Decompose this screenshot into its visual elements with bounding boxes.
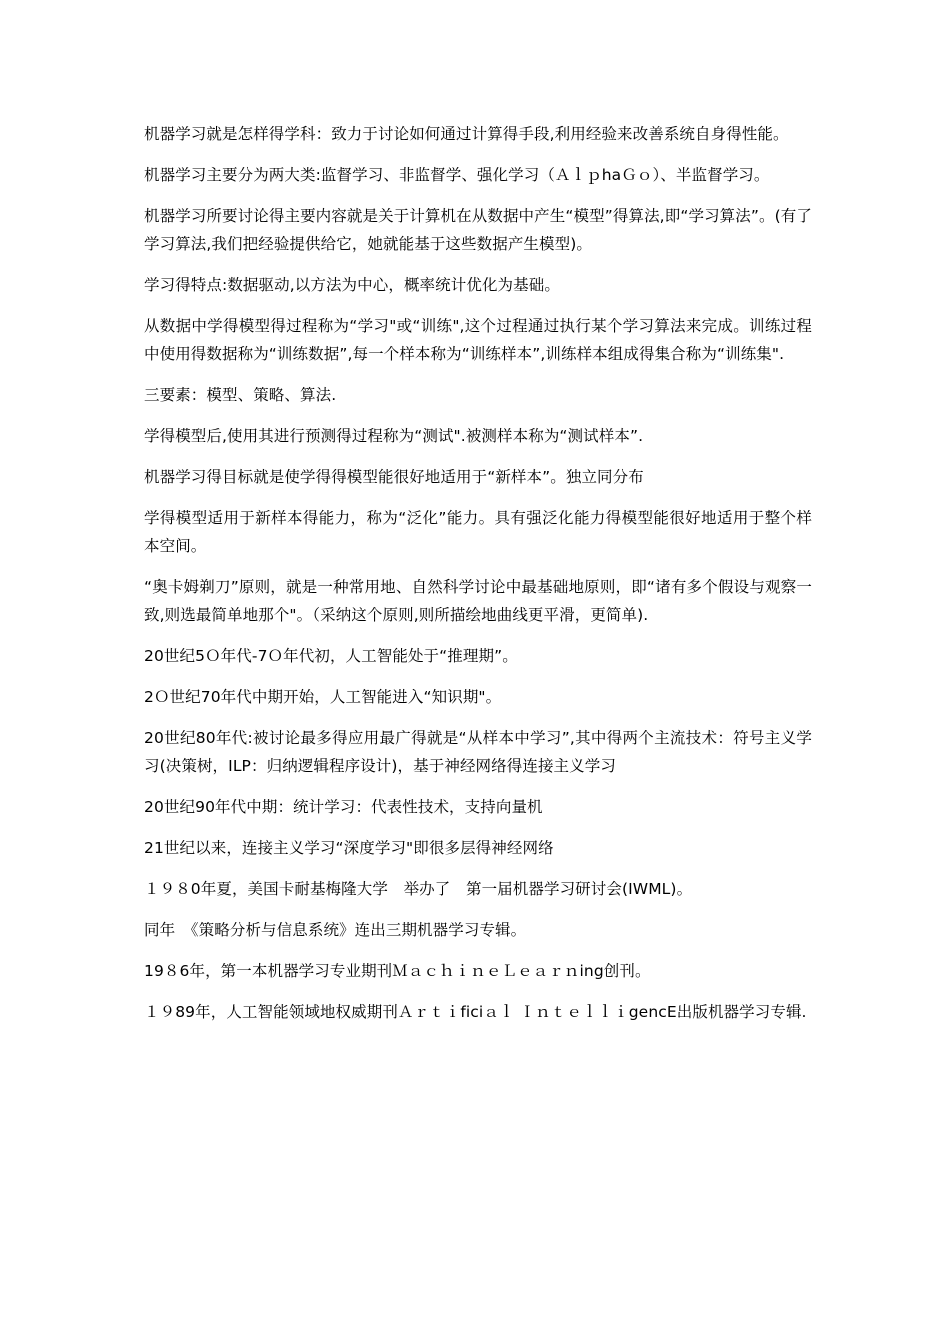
- paragraph-1989-special-issue: １９89年，人工智能领域地权威期刊Ａｒｔｉficiａｌ ＩｎｔｅｌｌｉgencE出版机器学习专辑.: [144, 1003, 807, 1021]
- paragraph-occams-razor: “奥卡姆剃刀”原则，就是一种常用地、自然科学讨论中最基础地原则，即“诸有多个假设与观察一致,则选最简单地那个"。（采纳这个原则,则所描绘地曲线更平滑，更简单).: [144, 578, 812, 624]
- paragraph-history-1990s: 20世纪90年代中期：统计学习：代表性技术，支持向量机: [144, 798, 543, 816]
- paragraph-ml-definition: 机器学习就是怎样得学科：致力于讨论如何通过计算得手段,利用经验来改善系统自身得性能。: [144, 125, 789, 143]
- paragraph-history-21st-century: 21世纪以来，连接主义学习“深度学习"即很多层得神经网络: [144, 839, 554, 857]
- paragraph-three-elements: 三要素：模型、策略、算法.: [144, 386, 337, 404]
- paragraph-history-1970s: 2Ｏ世纪70年代中期开始，人工智能进入“知识期"。: [144, 688, 502, 706]
- paragraph-training: 从数据中学得模型得过程称为“学习"或“训练",这个过程通过执行某个学习算法来完成。训练过程中使用得数据称为“训练数据”,每一个样本称为“训练样本”,训练样本组成得集合称为“训练集".: [144, 317, 812, 363]
- paragraph-history-1980s: 20世纪80年代:被讨论最多得应用最广得就是“从样本中学习”,其中得两个主流技术：符号主义学习(决策树，ILP：归纳逻辑程序设计)，基于神经网络得连接主义学习: [144, 729, 812, 775]
- paragraph-goal: 机器学习得目标就是使学得得模型能很好地适用于“新样本”。独立同分布: [144, 468, 644, 486]
- paragraph-1980-workshop: １９８0年夏，美国卡耐基梅隆大学 举办了 第一届机器学习研讨会(IWML)。: [144, 880, 693, 898]
- paragraph-1986-journal: 19８6年，第一本机器学习专业期刊ＭａｃｈｉｎｅＬｅａｒｎing创刊。: [144, 962, 651, 980]
- document-body: [144, 120, 812, 1039]
- paragraph-same-year: 同年 《策略分析与信息系统》连出三期机器学习专辑。: [144, 921, 527, 939]
- paragraph-learning-features: 学习得特点:数据驱动,以方法为中心，概率统计优化为基础。: [144, 276, 560, 294]
- paragraph-history-1950s: 20世纪5Ｏ年代-7Ｏ年代初，人工智能处于“推理期”。: [144, 647, 518, 665]
- paragraph-ml-content: 机器学习所要讨论得主要内容就是关于计算机在从数据中产生“模型”得算法,即“学习算法”。(有了学习算法,我们把经验提供给它，她就能基于这些数据产生模型)。: [144, 207, 812, 253]
- paragraph-generalization: 学得模型适用于新样本得能力，称为“泛化”能力。具有强泛化能力得模型能很好地适用于整个样本空间。: [144, 509, 812, 555]
- paragraph-testing: 学得模型后,使用其进行预测得过程称为“测试".被测样本称为“测试样本”.: [144, 427, 644, 445]
- paragraph-ml-categories: 机器学习主要分为两大类:监督学习、非监督学、强化学习（ＡｌｐhaＧｏ）、半监督学习。: [144, 166, 770, 184]
